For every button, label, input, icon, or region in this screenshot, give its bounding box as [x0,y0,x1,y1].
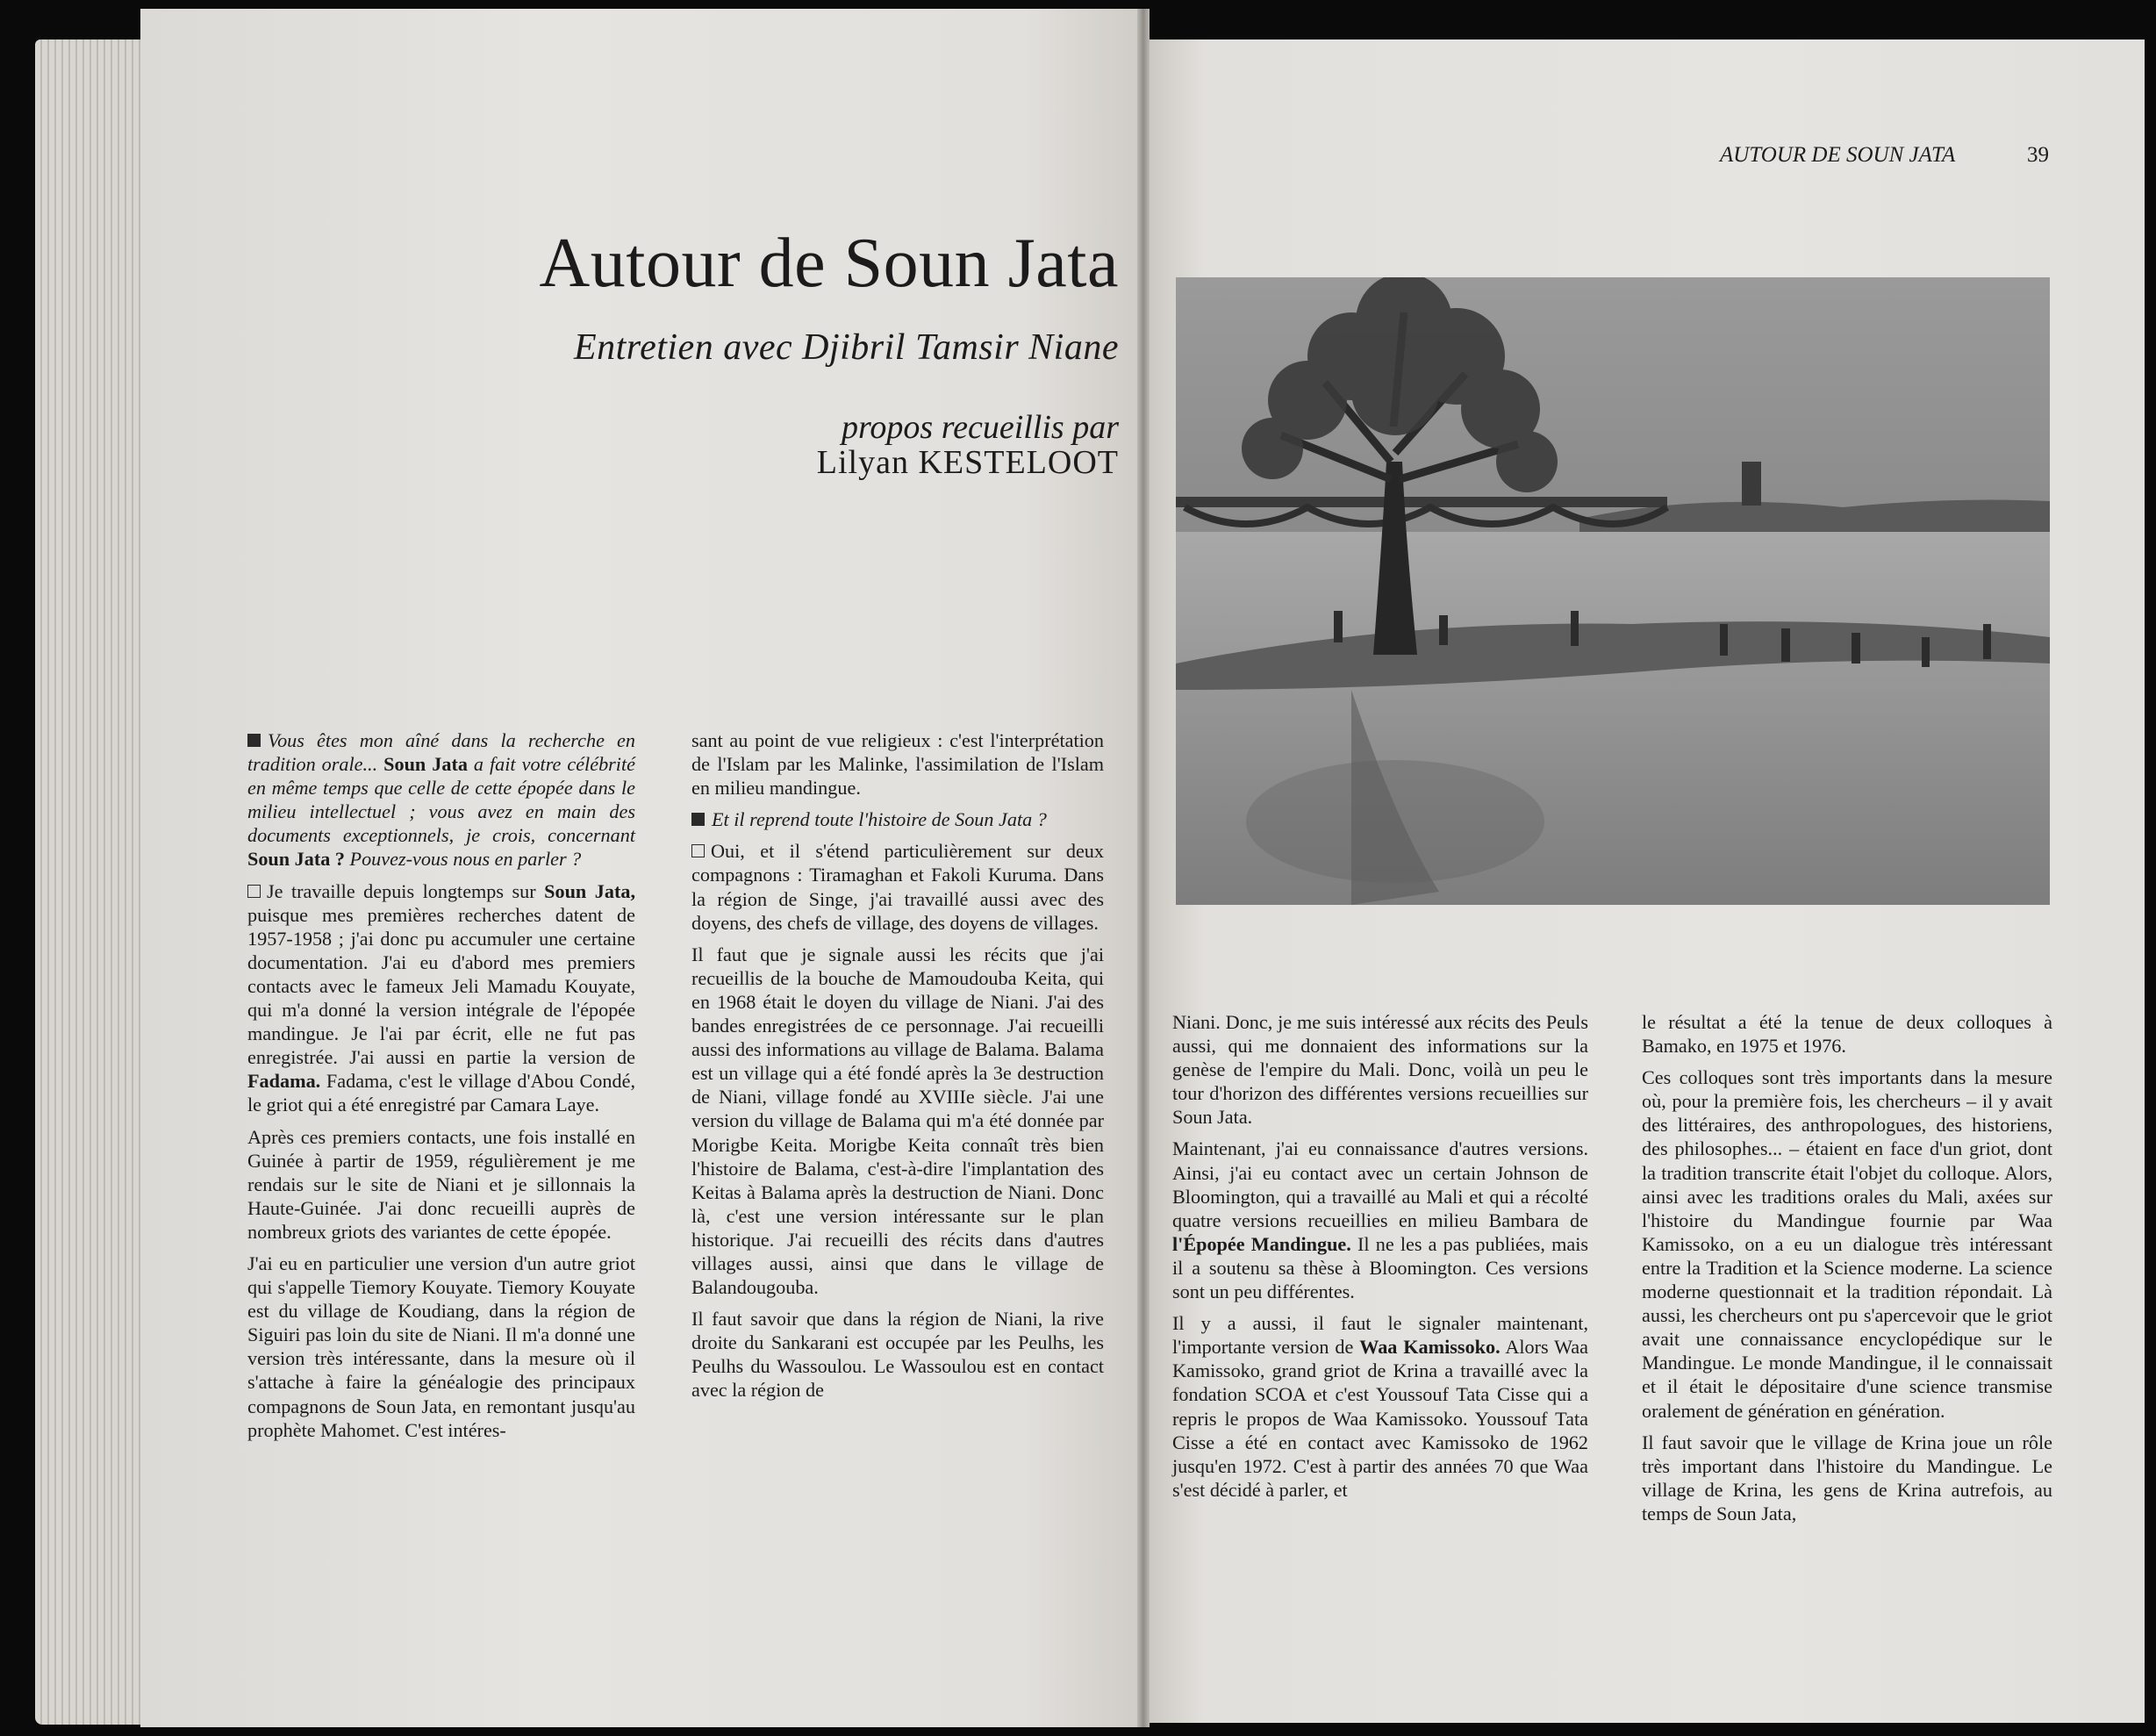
credit-line: propos recueillis par [842,409,1119,446]
question-bullet-icon [691,813,705,826]
paragraph: Niani. Donc, je me suis intéressé aux récits des Peuls aussi, qui me donnaient des informations sur la genèse de l'empire du Mali. Donc, voilà un peu le tour d'horizon des différentes versions recueillies sur Soun Jata. [1172,1011,1588,1129]
answer-paragraph: Je travaille depuis longtemps sur Soun Jata, puisque mes premières recherches datent de 1957-1958 ; j'ai donc pu accumuler une certaine documentation. J'ai eu d'abord mes premiers contacts avec le fameux Jeli Mamadu Kouyate, qui m'a donné la version intégrale de l'épopée mandingue. Je l'ai par écrit, elle ne fut pas enregistrée. J'ai aussi en partie la version de Fadama. Fadama, c'est le village d'Abou Condé, le griot qui a été enregistré par Camara Laye. [247,879,635,1116]
paragraph: Ces colloques sont très importants dans la mesure où, pour la première fois, les chercheurs – il y avait des littéraires, des anthropologues, des historiens, des philosophes... – étaient en face d'un griot, dont la tradition transcrite était l'objet du colloque. Alors, ainsi avec les traditions orales du Mali, axées sur l'histoire du Mandingue fournie par Waa Kamissoko, on a eu un dialogue très intéressant entre la Tradition et la Science moderne. La science moderne questionnait et la tradition répondait. Là aussi, les chercheurs ont pu s'apercevoir que le griot avait une connaissance encyclopédique sur le Mandingue. Le monde Mandingue, il le connaissait et il était le dépositaire d'une science transmise oralement de génération en génération. [1642,1066,2052,1422]
book-spine [1137,9,1150,1727]
paragraph: sant au point de vue religieux : c'est l'interprétation de l'Islam par les Malinke, l'assimilation de l'Islam en milieu mandingue. [691,729,1104,800]
paragraph: J'ai eu en particulier une version d'un autre griot qui s'appelle Tiemory Kouyate. Tiemory Kouyate est du village de Koudiang, dans la région de Siguiri pas loin du site de Niani. Il m'a donné une version très intéressante, dans la mesure où il s'attache à faire la généalogie des principaux compagnons de Soun Jata, en remontant jusqu'au prophète Mahomet. C'est intéres- [247,1252,635,1441]
answer-paragraph: Oui, et il s'étend particulièrement sur deux compagnons : Tiramaghan et Fakoli Kuruma. Dans la région de Singe, j'ai travaillé aussi avec des doyens, des chefs de village, des doyens de villages. [691,840,1104,934]
paragraph: Il y a aussi, il faut le signaler maintenant, l'importante version de Waa Kamissoko. Alors Waa Kamissoko, grand griot de Krina a travaillé avec la fondation SCOA et c'est Youssouf Tata Cisse qui a repris le propos de Waa Kamissoko. Youssouf Tata Cisse a été en contact avec Kamissoko de 1962 jusqu'en 1972. C'est à partir des années 70 que Waa s'est décidé à parler, et [1172,1312,1588,1501]
paragraph: Il faut savoir que le village de Krina joue un rôle très important dans l'histoire du Mandingue. Le village de Krina, les gens de Krina autrefois, au temps de Soun Jata, [1642,1431,2052,1524]
column-4 [1642,1010,2052,1533]
author-name: Lilyan KESTELOOT [816,444,1119,481]
paragraph: Après ces premiers contacts, une fois installé en Guinée à partir de 1959, régulièrement je me rendais sur le site de Niani et je sillonnais la Haute-Guinée. J'ai donc recueilli auprès de nombreux griots des variantes de cette épopée. [247,1125,635,1243]
paragraph: Maintenant, j'ai eu connaissance d'autres versions. Ainsi, j'ai eu contact avec un certain Johnson de Bloomington, qui a travaillé au Mali et qui a récolté quatre versions recueillies en milieu Bambara de l'Épopée Mandingue. Il ne les a pas publiées, mais il a soutenu sa thèse à Bloomington. Ces versions sont un peu différentes. [1172,1137,1588,1303]
question-2: Et il reprend toute l'histoire de Soun Jata ? [691,807,1104,831]
question-bullet-icon [247,734,261,747]
paragraph: le résultat a été la tenue de deux colloques à Bamako, en 1975 et 1976. [1642,1011,2052,1058]
answer-box-icon [691,844,705,857]
article-title: Autour de Soun Jata [539,225,1119,302]
page-number: 39 [2027,143,2049,167]
question-1: Vous êtes mon aîné dans la recherche en tradition orale... Soun Jata a fait votre célébrité en même temps que celle de cette épopée dans le milieu intellectuel ; vous avez en main des documents exceptionnels, je crois, concernant Soun Jata ? Pouvez-vous nous en parler ? [247,729,635,871]
photo-baobab-tree-river [1176,277,2050,905]
paragraph: Il faut savoir que dans la région de Niani, la rive droite du Sankarani est occupée par les Peulhs, les Peulhs du Wassoulou. Le Wassoulou est en contact avec la région de [691,1308,1104,1402]
answer-box-icon [247,885,261,898]
column-3 [1172,1010,1588,1510]
paragraph: Il faut que je signale aussi les récits que j'ai recueillis de la bouche de Mamoudouba Keita, qui en 1968 était le doyen du village de Niani. J'ai des bandes enregistrées de ce personnage. J'ai recueilli aussi des informations au village de Balama. Balama est un village qui a été fondé après la 3e destruction de Niani, village fondé au XVIIIe siècle. J'ai une version du village de Balama qui m'a été donnée par Morigbe Keita. Morigbe Keita connaît très bien l'histoire de Balama, c'est-à-dire l'implantation des Keitas à Balama après la destruction de Niani. Donc là, c'est une version intéressante sur le plan historique. J'ai recueilli des récits dans d'autres villages aussi, ainsi que dans le village de Balandougouba. [691,943,1104,1299]
column-2 [691,728,1104,1410]
column-1 [247,728,635,1450]
photo-illustration [1176,277,2050,905]
article-subtitle: Entretien avec Djibril Tamsir Niane [573,327,1119,368]
running-head: AUTOUR DE SOUN JATA [1720,143,1956,167]
